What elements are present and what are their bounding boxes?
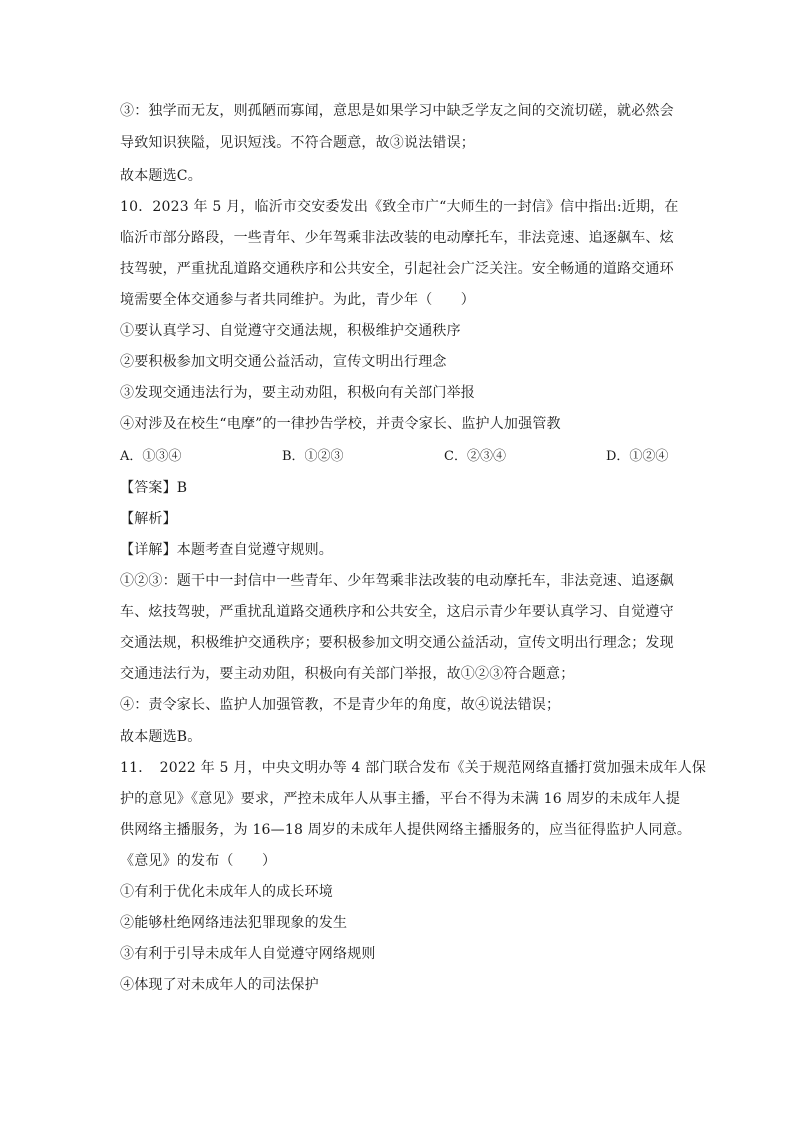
text-line: 故本题选C。 [120, 168, 202, 184]
text-line: 交通法规，积极维护交通秩序；要积极参加文明交通公益活动，宣传文明出行理念；发现 [120, 635, 674, 651]
text-line: ③：独学而无友，则孤陋而寡闻，意思是如果学习中缺乏学友之间的交流切磋，就必然会 [120, 103, 674, 119]
text-line: ④：责令家长、监护人加强管教，不是青少年的角度，故④说法错误； [120, 697, 561, 713]
question-11-stem: 11． 2022 年 5 月，中央文明办等 4 部门联合发布《关于规范网络直播打赏加强未成年人保 [120, 760, 707, 776]
detail-label: 【详解】本题考查自觉遵守规则。 [120, 542, 333, 558]
text-line: 《意见》的发布（ ） [120, 853, 277, 869]
option-d: D．①②④ [606, 449, 669, 464]
answer-label: 【答案】B [120, 480, 188, 496]
text-line: 临沂市部分路段，一些青年、少年驾乘非法改装的电动摩托车，非法竞速、追逐飙车、炫 [120, 230, 674, 246]
statement-item: ②要积极参加文明交通公益活动，宣传文明出行理念 [120, 354, 447, 370]
question-10-stem: 10．2023 年 5 月，临沂市交安委发出《致全市广“大师生的一封信》信中指出:近期，在 [120, 199, 679, 215]
text-line: 导致知识狭隘，见识短浅。不符合题意，故③说法错误； [120, 135, 475, 151]
text-line: 供网络主播服务，为 16—18 周岁的未成年人提供网络主播服务的，应当征得监护人同意。 [120, 822, 692, 838]
text-line: ①②③：题干中一封信中一些青年、少年驾乘非法改装的电动摩托车，非法竞速、追逐飙 [120, 573, 674, 589]
statement-item: ①要认真学习、自觉遵守交通法规，积极维护交通秩序 [120, 323, 461, 339]
text-line: 故本题选B。 [120, 729, 202, 745]
statement-item: ④体现了对未成年人的司法保护 [120, 977, 319, 993]
statement-item: ④对涉及在校生“电摩”的一律抄告学校，并责令家长、监护人加强管教 [120, 416, 561, 432]
text-line: 交通违法行为，要主动劝阻，积极向有关部门举报，故①②③符合题意； [120, 666, 575, 682]
statement-item: ②能够杜绝网络违法犯罪现象的发生 [120, 915, 348, 931]
text-line: 境需要全体交通参与者共同维护。为此，青少年（ ） [120, 292, 475, 308]
statement-item: ③发现交通违法行为，要主动劝阻，积极向有关部门举报 [120, 385, 475, 401]
text-line: 护的意见》《意见》要求，严控未成年人从事主播，平台不得为未满 16 周岁的未成年人提 [120, 791, 681, 807]
option-b: B．①②③ [282, 449, 344, 464]
text-line: 车、炫技驾驶，严重扰乱道路交通秩序和公共安全，这启示青少年要认真学习、自觉遵守 [120, 604, 674, 620]
statement-item: ①有利于优化未成年人的成长环境 [120, 884, 333, 900]
statement-item: ③有利于引导未成年人自觉遵守网络规则 [120, 946, 376, 962]
text-line: 技驾驶，严重扰乱道路交通秩序和公共安全，引起社会广泛关注。安全畅通的道路交通环 [120, 261, 674, 277]
analysis-label: 【解析】 [120, 511, 177, 527]
option-c: C．②③④ [444, 449, 506, 464]
option-a: A．①③④ [120, 449, 182, 464]
